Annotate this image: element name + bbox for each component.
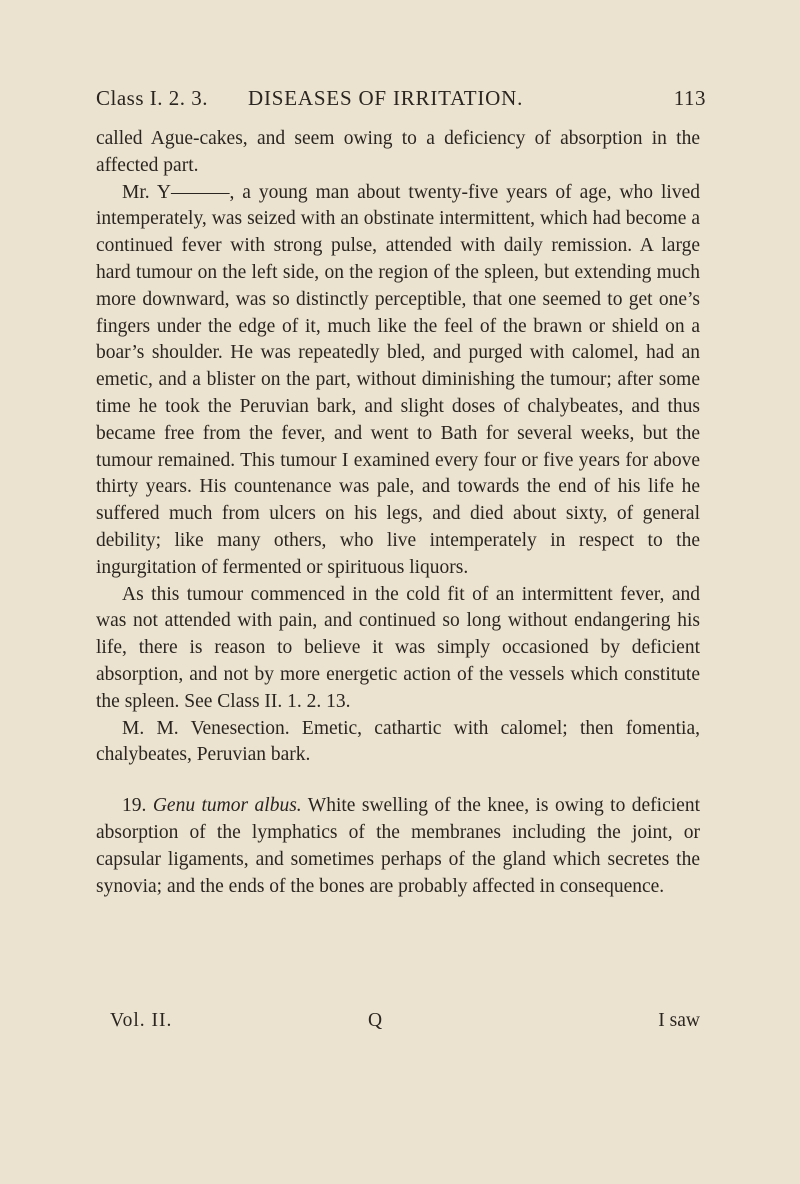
- paragraph-treatment: M. M. Venesection. Emetic, cathartic with calomel; then fomentia, chalybeates, Peruvian bark.: [96, 717, 700, 766]
- page-footer: [110, 1010, 700, 1038]
- running-header: [96, 86, 706, 116]
- paragraph-case-history: Mr. Y———, a young man about twenty-five years of age, who lived intemperately, was seized with an obstinate intermittent, which had become a continued fever with strong pulse, attended with daily remission. A large hard tumour on the left side, on the region of the spleen, but extending much more downward, was so distinctly perceptible, that one seemed to get one’s fingers under the edge of it, much like the feel of the brawn or shield on a boar’s shoulder. He was repeatedly bled, and purged with calomel, had an emetic, and a blister on the part, without diminishing the tumour; after some time he took the Peruvian bark, and slight doses of chalybeates, and thus became free from the fever, and went to Bath for several weeks, but the tumour remained. This tumour I examined every four or five years for above thirty years. His countenance was pale, and towards the end of his life he suffered much from ulcers on his legs, and died about sixty, of general debility; like many others, who live intemperately in respect to the ingurgitation of fermented or spirituous liquors.: [96, 181, 700, 578]
- section-term: Genu tumor albus.: [152, 795, 302, 817]
- signature-mark: Q: [368, 1010, 383, 1031]
- page-title: DISEASES OF IRRITATION.: [248, 86, 524, 110]
- catchword: I saw: [658, 1010, 700, 1031]
- section-number: 19.: [122, 795, 147, 817]
- paragraph-continuation: called Ague-cakes, and seem owing to a deficiency of absorption in the affected part.: [96, 128, 700, 176]
- page-number: 113: [673, 86, 706, 110]
- volume-label: Vol. II.: [110, 1010, 173, 1031]
- class-label: Class I. 2. 3.: [96, 86, 208, 110]
- section-19: [96, 793, 700, 900]
- section-text: White swelling of the knee, is owing to deficient absorption of the lymphatics of the membranes including the joint, or capsular ligaments, and sometimes perhaps of the gland which secretes the synovia; and the ends of the bones are probably affected in consequence.: [96, 795, 700, 897]
- paragraph-reasoning: As this tumour commenced in the cold fit of an intermittent fever, and was not attended with pain, and continued so long without endangering his life, there is reason to believe it was simply occasioned by deficient absorption, and not by more energetic action of the vessels which constitute the spleen. See Class II. 1. 2. 13.: [96, 583, 700, 712]
- body-text: [96, 126, 700, 900]
